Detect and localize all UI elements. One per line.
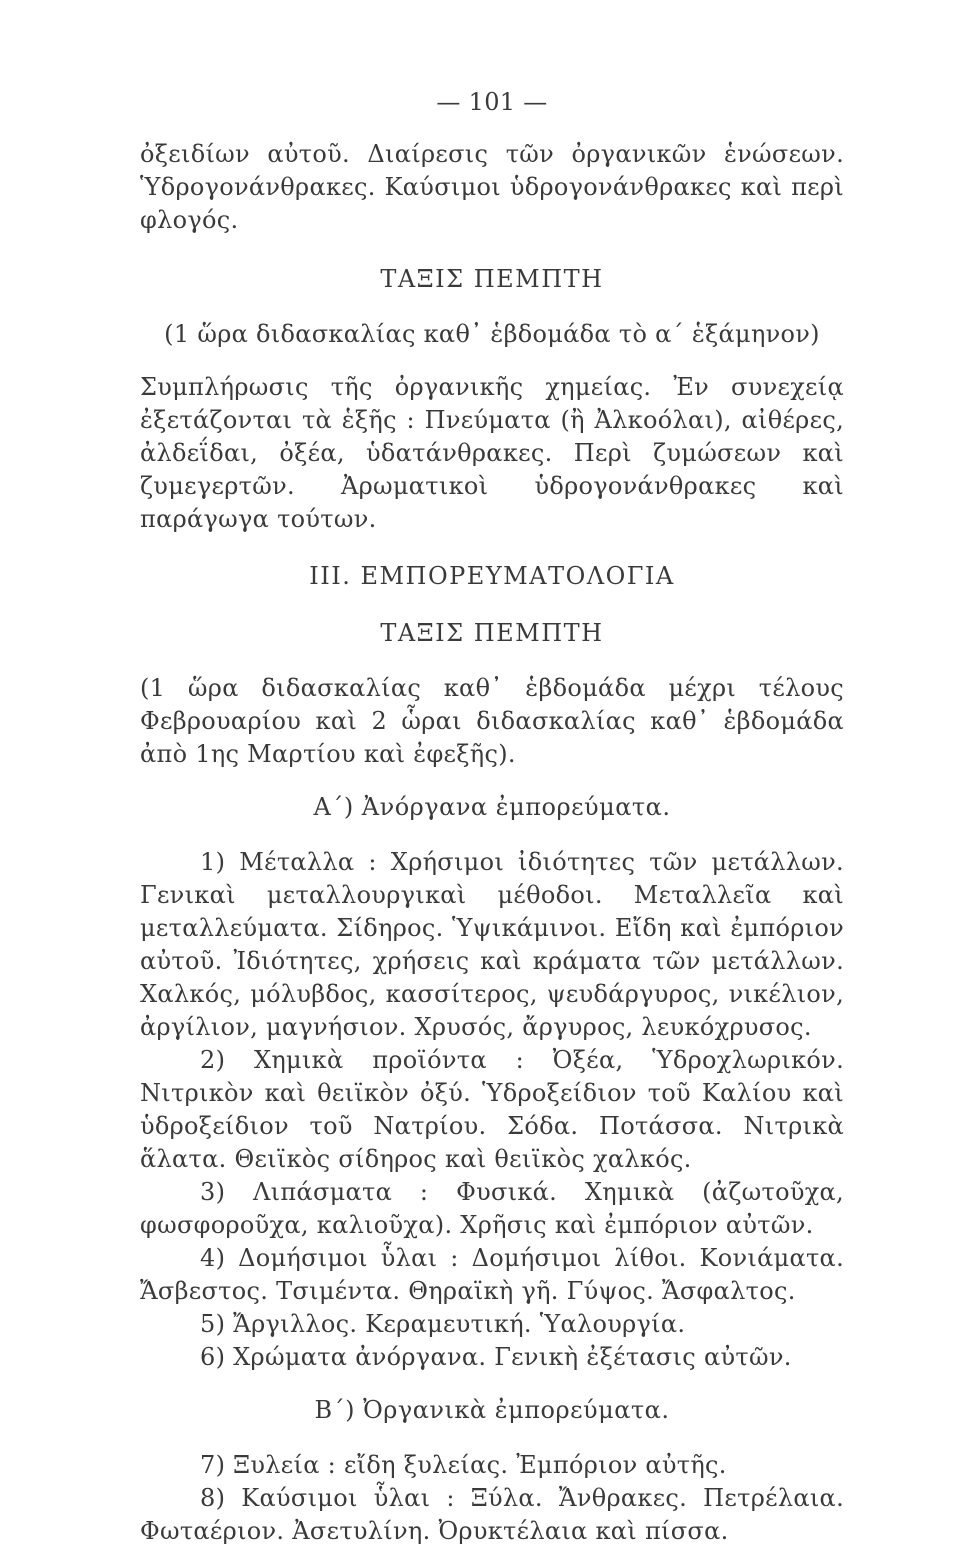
list-item: 4) Δομήσιμοι ὗλαι : Δομήσιμοι λίθοι. Κονιάματα. Ἄσβεστος. Τσιμέντα. Θηραϊκὴ γῆ. Γύψος. Ἄσφαλτος. bbox=[140, 1244, 844, 1305]
subsection-title: Β΄) Ὀργανικὰ ἐμπορεύματα. bbox=[314, 1396, 670, 1424]
schedule-note: (1 ὥρα διδασκαλίας καθ᾽ ἑβδομάδα μέχρι τέλους Φεβρουαρίου καὶ 2 ὧραι διδασκαλίας καθ᾽ ἑβδομάδα ἀπὸ 1ης Μαρτίου καὶ ἐφεξῆς). bbox=[140, 674, 844, 768]
list-item: 1) Μέταλλα : Χρήσιμοι ἰδιότητες τῶν μετάλλων. Γενικαὶ μεταλλουργικαὶ μέθοδοι. Μεταλλεῖα καὶ μεταλλεύματα. Σίδηρος. Ὑψικάμινοι. Εἴδη καὶ ἐμπόριον αὐτοῦ. Ἰδιότητες, χρήσεις καὶ κράματα τῶν μετάλλων. Χαλκός, μόλυβδος, κασσίτερος, ψευδάργυρος, νικέλιον, ἀργίλιον, μαγνήσιον. Χρυσός, ἄργυρος, λευκόχρυσος. bbox=[140, 848, 844, 1041]
list-item: 7) Ξυλεία : εἴδη ξυλείας. Ἐμπόριον αὐτῆς. bbox=[200, 1451, 727, 1479]
item-list bbox=[140, 846, 844, 1374]
schedule-note: (1 ὥρα διδασκαλίας καθ᾽ ἑβδομάδα τὸ α΄ ἑξάμηνον) bbox=[164, 320, 820, 348]
list-item: 3) Λιπάσματα : Φυσικά. Χημικὰ (ἀζωτοῦχα, φωσφοροῦχα, καλιοῦχα). Χρῆσις καὶ ἐμπόριον αὐτῶν. bbox=[140, 1178, 844, 1239]
subsection-title: Α΄) Ἀνόργανα ἐμπορεύματα. bbox=[313, 793, 671, 821]
section-title: ΤΑΞΙΣ ΠΕΜΠΤΗ bbox=[380, 265, 604, 293]
list-item: 8) Καύσιμοι ὗλαι : Ξύλα. Ἄνθρακες. Πετρέλαια. Φωταέριον. Ἀσετυλίνη. Ὀρυκτέλαια καὶ πίσσα. bbox=[140, 1484, 844, 1545]
item-list bbox=[140, 1449, 844, 1548]
body-paragraph: Συμπλήρωσις τῆς ὀργανικῆς χημείας. Ἐν συνεχείᾳ ἐξετάζονται τὰ ἑξῆς : Πνεύματα (ἢ Ἀλκοόλαι), αἰθέρες, ἀλδεΐδαι, ὀξέα, ὑδατάνθρακες. Περὶ ζυμώσεων καὶ ζυμεγερτῶν. Ἀρωματικοὶ ὑδρογονάνθρακες καὶ παράγωγα τούτων. bbox=[140, 373, 844, 533]
chapter-heading: III. ΕΜΠΟΡΕΥΜΑΤΟΛΟΓΙΑ bbox=[309, 562, 675, 590]
section-title: ΤΑΞΙΣ ΠΕΜΠΤΗ bbox=[380, 619, 604, 647]
page-number: — 101 — bbox=[436, 88, 548, 116]
list-item: 5) Ἄργιλλος. Κεραμευτική. Ὑαλουργία. bbox=[200, 1310, 686, 1338]
list-item: 2) Χημικὰ προϊόντα : Ὀξέα, Ὑδροχλωρικόν. Νιτρικὸν καὶ θειϊκὸν ὀξύ. Ὑδροξείδιον τοῦ Καλίου καὶ ὑδροξείδιον τοῦ Νατρίου. Σόδα. Ποτάσσα. Νιτρικὰ ἅλατα. Θειϊκὸς σίδηρος καὶ θειϊκὸς χαλκός. bbox=[140, 1046, 844, 1173]
continuation-paragraph: ὀξειδίων αὐτοῦ. Διαίρεσις τῶν ὀργανικῶν ἑνώσεων. Ὑδρογονάνθρακες. Καύσιμοι ὑδρογονάνθρακες καὶ περὶ φλογός. bbox=[140, 140, 844, 234]
list-item: 6) Χρώματα ἀνόργανα. Γενικὴ ἐξέτασις αὐτῶν. bbox=[200, 1343, 792, 1371]
